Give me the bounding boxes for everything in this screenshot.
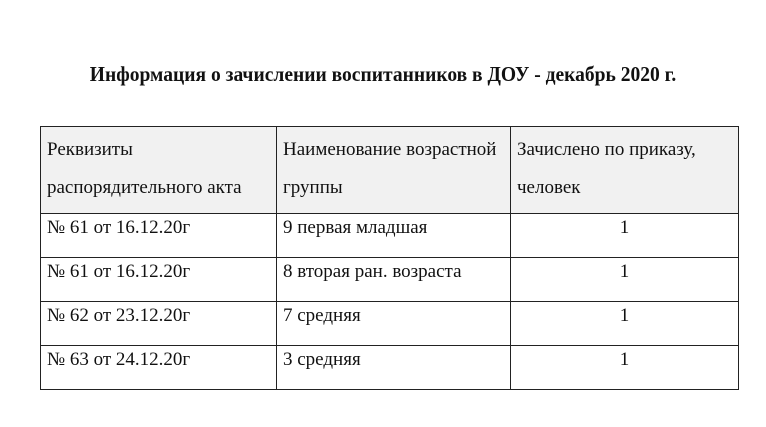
cell-group: 8 вторая ран. возраста <box>277 258 511 302</box>
header-line: Зачислено по приказу, <box>517 139 696 160</box>
cell-group: 3 средняя <box>277 346 511 390</box>
cell-count: 1 <box>511 302 739 346</box>
cell-act: № 61 от 16.12.20г <box>41 214 277 258</box>
table-row <box>41 346 739 390</box>
table-header-row <box>41 127 739 214</box>
header-age-group <box>277 127 511 214</box>
table-row <box>41 258 739 302</box>
document-title: Информация о зачислении воспитанников в ДОУ - декабрь 2020 г. <box>89 62 677 86</box>
cell-act: № 61 от 16.12.20г <box>41 258 277 302</box>
cell-act: № 63 от 24.12.20г <box>41 346 277 390</box>
header-enrolled-count <box>511 127 739 214</box>
cell-group: 7 средняя <box>277 302 511 346</box>
table-row <box>41 302 739 346</box>
header-line: человек <box>517 177 581 198</box>
header-line: Наименование возрастной <box>283 139 497 160</box>
header-act-details <box>41 127 277 214</box>
cell-count: 1 <box>511 258 739 302</box>
header-line: группы <box>283 177 343 198</box>
table-row <box>41 214 739 258</box>
cell-count: 1 <box>511 214 739 258</box>
cell-count: 1 <box>511 346 739 390</box>
cell-group: 9 первая младшая <box>277 214 511 258</box>
header-line: распорядительного акта <box>47 177 242 198</box>
header-line: Реквизиты <box>47 139 133 160</box>
cell-act: № 62 от 23.12.20г <box>41 302 277 346</box>
enrollment-table <box>40 126 739 390</box>
